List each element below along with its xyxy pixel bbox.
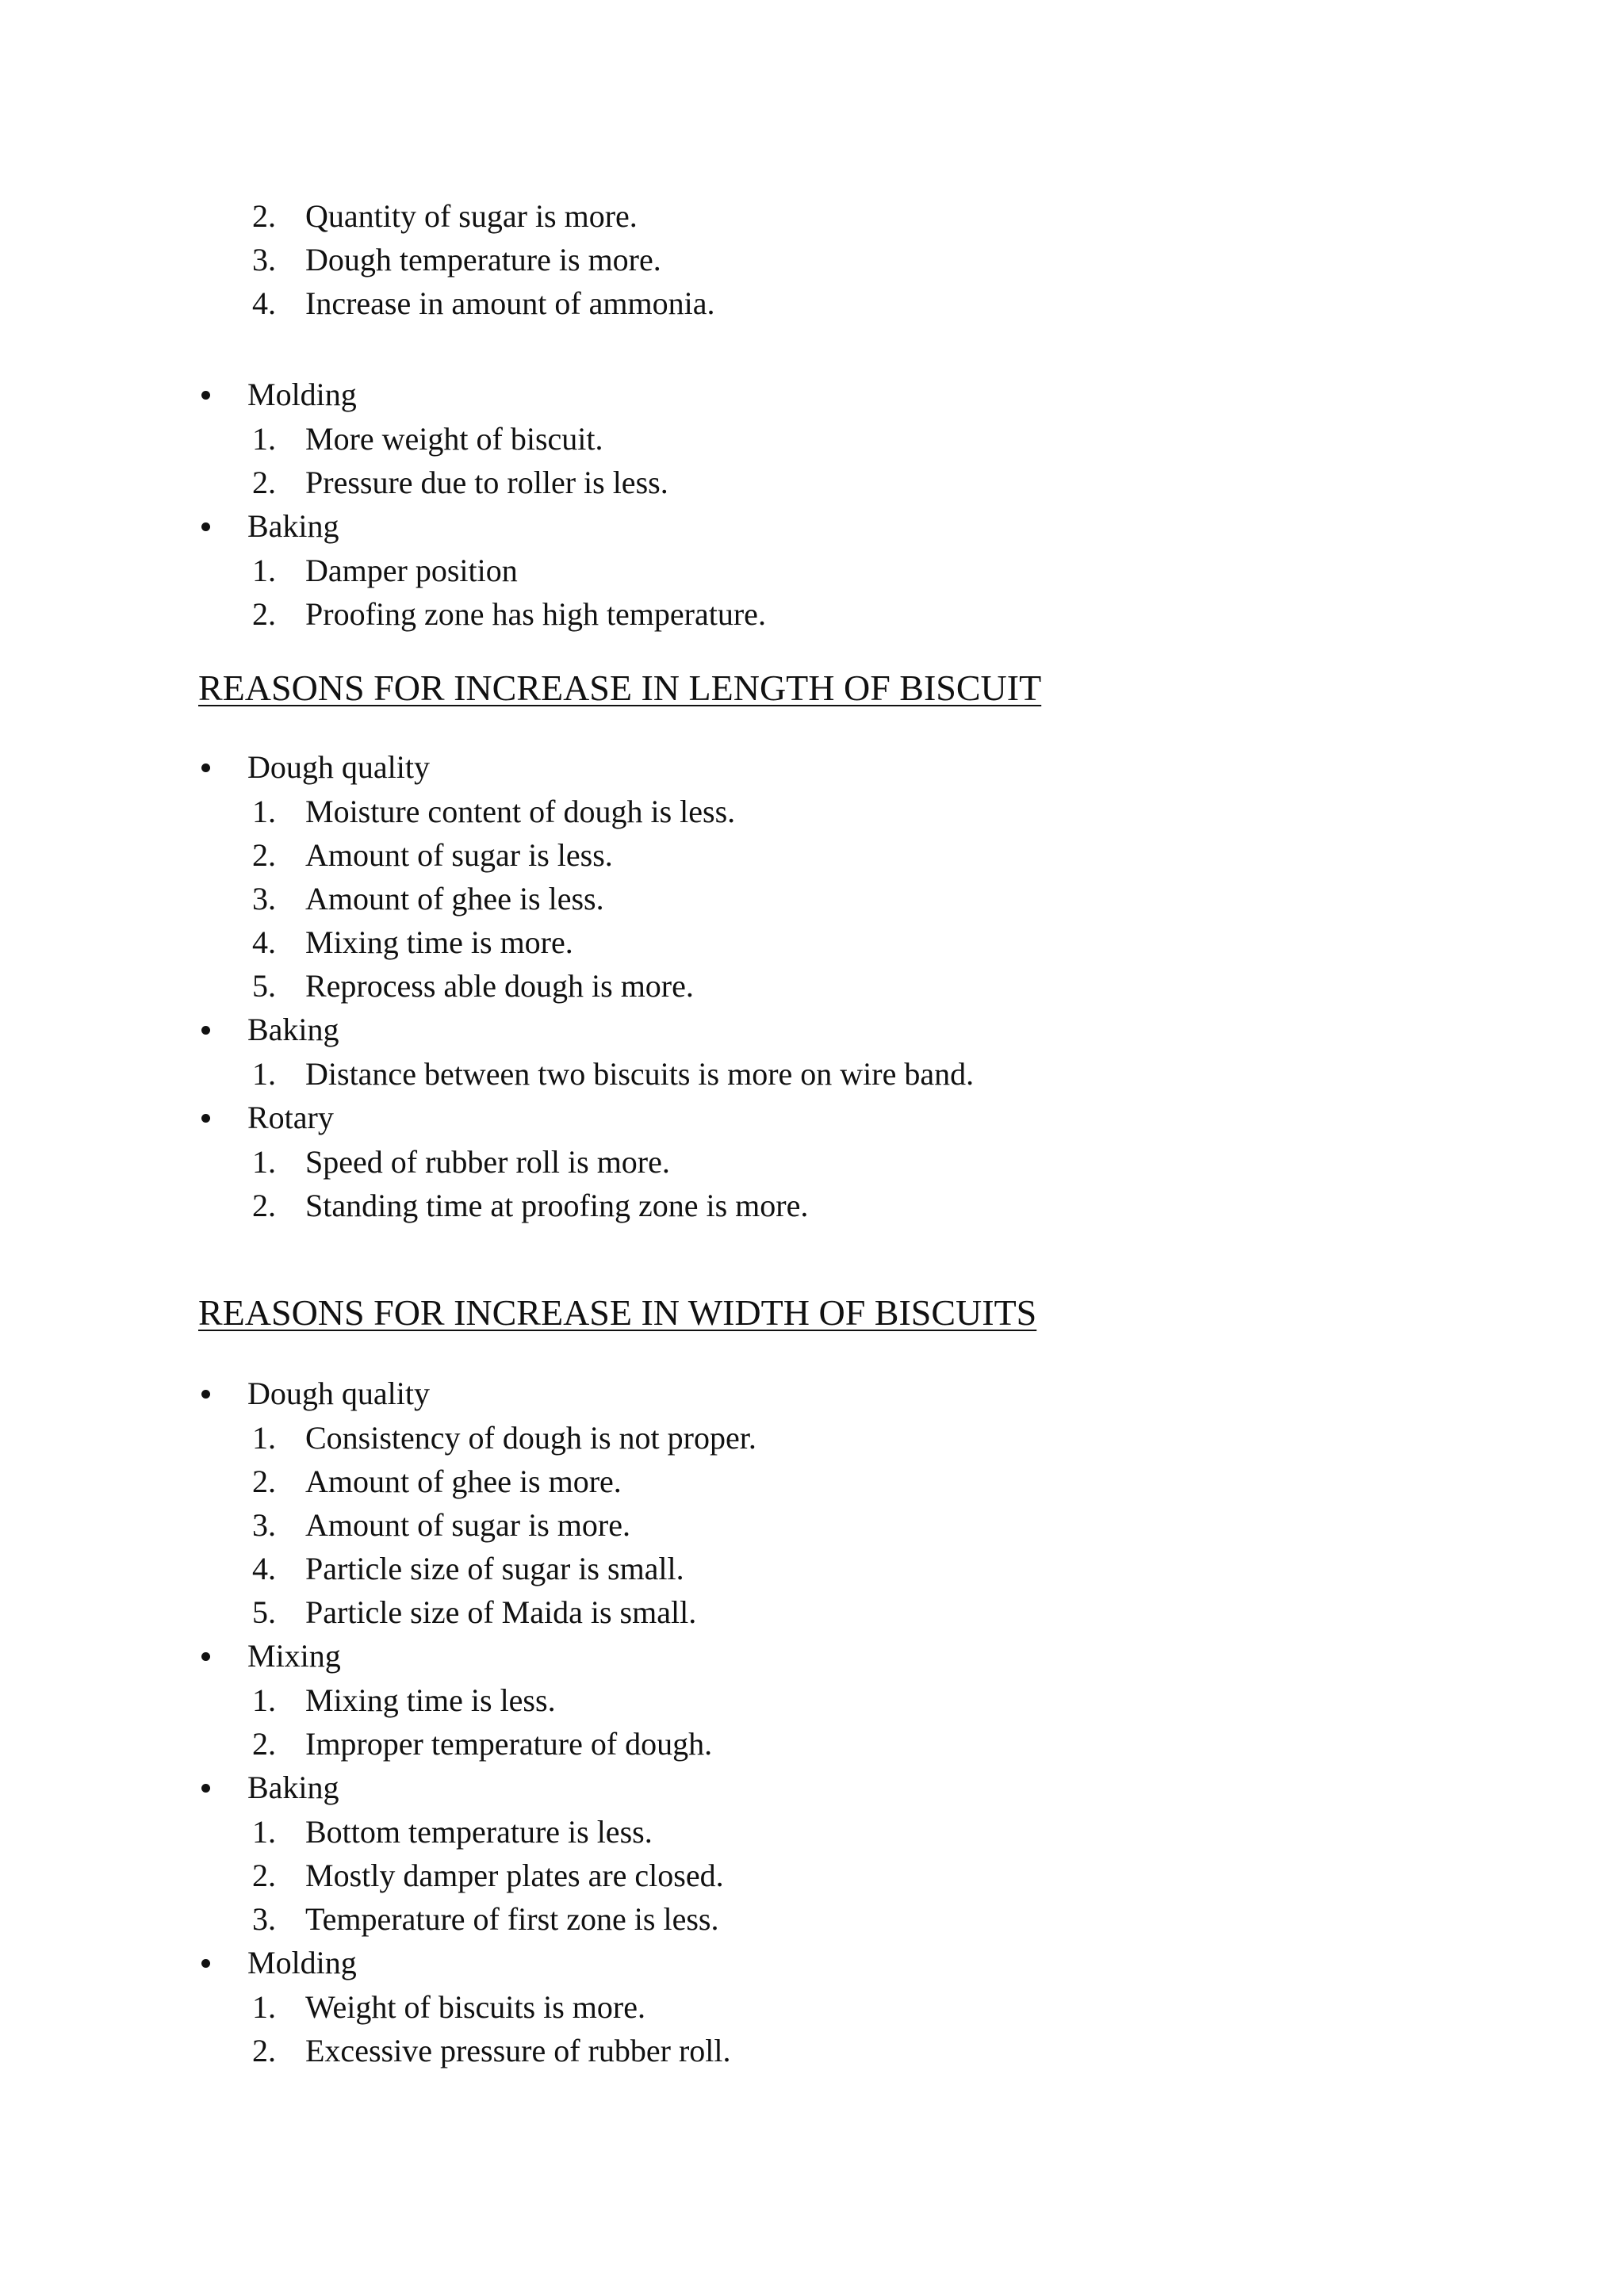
list-item-text: Particle size of Maida is small. xyxy=(305,1594,697,1630)
numbered-list-item xyxy=(198,1722,1546,1766)
bullet-label: Dough quality xyxy=(247,1376,430,1411)
list-item-text: Mostly damper plates are closed. xyxy=(305,1858,724,1893)
bullet-group xyxy=(198,373,1546,504)
list-item-text: More weight of biscuit. xyxy=(305,421,603,457)
numbered-list xyxy=(198,1985,1546,2072)
numbered-list-item xyxy=(198,1547,1546,1590)
bullet-dot-icon xyxy=(201,763,210,772)
bullet-label: Rotary xyxy=(247,1100,334,1135)
list-item-number: 2. xyxy=(252,1188,276,1223)
list-item-number: 3. xyxy=(252,1901,276,1937)
list-item-text: Pressure due to roller is less. xyxy=(305,465,668,500)
numbered-list-item xyxy=(198,1854,1546,1897)
section2-groups xyxy=(198,1372,1546,2072)
section0-groups xyxy=(198,373,1546,636)
numbered-list-item xyxy=(198,964,1546,1008)
list-item-number: 2. xyxy=(252,1726,276,1762)
list-item-text: Speed of rubber roll is more. xyxy=(305,1144,670,1180)
list-item-number: 4. xyxy=(252,1551,276,1586)
list-item-number: 3. xyxy=(252,242,276,277)
bullet-group xyxy=(198,1372,1546,1634)
list-item-number: 2. xyxy=(252,198,276,234)
section1-block xyxy=(198,745,1546,1227)
bullet-label: Molding xyxy=(247,377,357,412)
bullet-group xyxy=(198,504,1546,636)
bullet-item xyxy=(198,1372,1546,1416)
bullet-label: Mixing xyxy=(247,1638,341,1674)
bullet-group xyxy=(198,745,1546,1008)
numbered-list-item xyxy=(198,1678,1546,1722)
list-item-text: Proofing zone has high temperature. xyxy=(305,596,766,632)
bullet-group xyxy=(198,1008,1546,1096)
numbered-list-item xyxy=(198,238,1546,281)
section2-block xyxy=(198,1372,1546,2072)
list-item-number: 1. xyxy=(252,1989,276,2025)
list-item-number: 2. xyxy=(252,1464,276,1499)
list-item-number: 4. xyxy=(252,924,276,960)
numbered-list xyxy=(198,1052,1546,1096)
list-item-number: 5. xyxy=(252,1594,276,1630)
numbered-list-item xyxy=(198,1985,1546,2029)
numbered-list-item xyxy=(198,1052,1546,1096)
list-item-text: Increase in amount of ammonia. xyxy=(305,285,715,321)
bullet-dot-icon xyxy=(201,1390,210,1399)
numbered-list-item xyxy=(198,920,1546,964)
intro-numbered-list xyxy=(198,194,1546,325)
list-item-number: 1. xyxy=(252,1814,276,1850)
bullet-label: Baking xyxy=(247,508,339,544)
numbered-list-item xyxy=(198,1416,1546,1460)
numbered-list xyxy=(198,1678,1546,1766)
numbered-list-item xyxy=(198,1503,1546,1547)
list-item-number: 1. xyxy=(252,1056,276,1092)
list-item-text: Quantity of sugar is more. xyxy=(305,198,638,234)
bullet-dot-icon xyxy=(201,1784,210,1793)
list-item-text: Amount of sugar is more. xyxy=(305,1507,630,1543)
numbered-list-item xyxy=(198,1810,1546,1854)
numbered-list-item xyxy=(198,194,1546,238)
list-item-number: 2. xyxy=(252,2033,276,2068)
section1-heading: REASONS FOR INCREASE IN LENGTH OF BISCUIT xyxy=(198,668,1042,708)
section0-block xyxy=(198,373,1546,636)
list-item-text: Excessive pressure of rubber roll. xyxy=(305,2033,731,2068)
list-item-number: 3. xyxy=(252,1507,276,1543)
bullet-item xyxy=(198,504,1546,549)
list-item-text: Damper position xyxy=(305,553,518,588)
list-item-text: Moisture content of dough is less. xyxy=(305,794,736,829)
list-item-number: 1. xyxy=(252,1420,276,1456)
numbered-list-item xyxy=(198,417,1546,461)
bullet-label: Dough quality xyxy=(247,749,430,785)
bullet-group xyxy=(198,1634,1546,1766)
bullet-dot-icon xyxy=(201,1652,210,1661)
numbered-list-item xyxy=(198,833,1546,877)
numbered-list-item xyxy=(198,1590,1546,1634)
numbered-list-item xyxy=(198,1184,1546,1227)
list-item-text: Standing time at proofing zone is more. xyxy=(305,1188,809,1223)
bullet-item xyxy=(198,1766,1546,1810)
section1-groups xyxy=(198,745,1546,1227)
numbered-list-item xyxy=(198,461,1546,504)
list-item-number: 2. xyxy=(252,465,276,500)
bullet-item xyxy=(198,1941,1546,1985)
bullet-dot-icon xyxy=(201,1114,210,1123)
list-item-text: Bottom temperature is less. xyxy=(305,1814,653,1850)
numbered-list-item xyxy=(198,592,1546,636)
bullet-label: Baking xyxy=(247,1770,339,1805)
numbered-list xyxy=(198,417,1546,504)
list-item-number: 2. xyxy=(252,596,276,632)
numbered-list-item xyxy=(198,1140,1546,1184)
bullet-item xyxy=(198,1634,1546,1678)
list-item-text: Temperature of first zone is less. xyxy=(305,1901,719,1937)
list-item-text: Reprocess able dough is more. xyxy=(305,968,694,1004)
list-item-text: Mixing time is less. xyxy=(305,1682,556,1718)
list-item-text: Mixing time is more. xyxy=(305,924,573,960)
bullet-dot-icon xyxy=(201,522,210,531)
list-item-text: Consistency of dough is not proper. xyxy=(305,1420,756,1456)
list-item-number: 1. xyxy=(252,553,276,588)
list-item-text: Distance between two biscuits is more on wire band. xyxy=(305,1056,975,1092)
bullet-item xyxy=(198,745,1546,790)
bullet-dot-icon xyxy=(201,1026,210,1035)
bullet-item xyxy=(198,373,1546,417)
numbered-list-item xyxy=(198,549,1546,592)
section2-heading: REASONS FOR INCREASE IN WIDTH OF BISCUITS xyxy=(198,1292,1037,1333)
numbered-list-item xyxy=(198,1460,1546,1503)
list-item-number: 1. xyxy=(252,421,276,457)
numbered-list xyxy=(198,1416,1546,1634)
bullet-group xyxy=(198,1941,1546,2072)
numbered-list xyxy=(198,1140,1546,1227)
list-item-text: Dough temperature is more. xyxy=(305,242,661,277)
numbered-list xyxy=(198,790,1546,1008)
list-item-number: 1. xyxy=(252,794,276,829)
list-item-number: 1. xyxy=(252,1144,276,1180)
list-item-text: Particle size of sugar is small. xyxy=(305,1551,684,1586)
bullet-dot-icon xyxy=(201,391,210,400)
list-item-number: 4. xyxy=(252,285,276,321)
bullet-item xyxy=(198,1096,1546,1140)
bullet-dot-icon xyxy=(201,1959,210,1968)
list-item-text: Amount of ghee is more. xyxy=(305,1464,622,1499)
list-item-number: 5. xyxy=(252,968,276,1004)
bullet-label: Baking xyxy=(247,1012,339,1047)
bullet-group xyxy=(198,1096,1546,1227)
bullet-item xyxy=(198,1008,1546,1052)
list-item-number: 2. xyxy=(252,837,276,873)
list-item-text: Amount of sugar is less. xyxy=(305,837,613,873)
numbered-list-item xyxy=(198,1897,1546,1941)
numbered-list-item xyxy=(198,281,1546,325)
numbered-list xyxy=(198,1810,1546,1941)
numbered-list xyxy=(198,549,1546,636)
bullet-group xyxy=(198,1766,1546,1941)
list-item-text: Improper temperature of dough. xyxy=(305,1726,713,1762)
list-item-number: 2. xyxy=(252,1858,276,1893)
list-item-text: Weight of biscuits is more. xyxy=(305,1989,645,2025)
bullet-label: Molding xyxy=(247,1945,357,1980)
list-item-text: Amount of ghee is less. xyxy=(305,881,604,916)
numbered-list-item xyxy=(198,877,1546,920)
intro-list-block xyxy=(198,194,1546,325)
numbered-list-item xyxy=(198,2029,1546,2072)
list-item-number: 1. xyxy=(252,1682,276,1718)
list-item-number: 3. xyxy=(252,881,276,916)
numbered-list-item xyxy=(198,790,1546,833)
